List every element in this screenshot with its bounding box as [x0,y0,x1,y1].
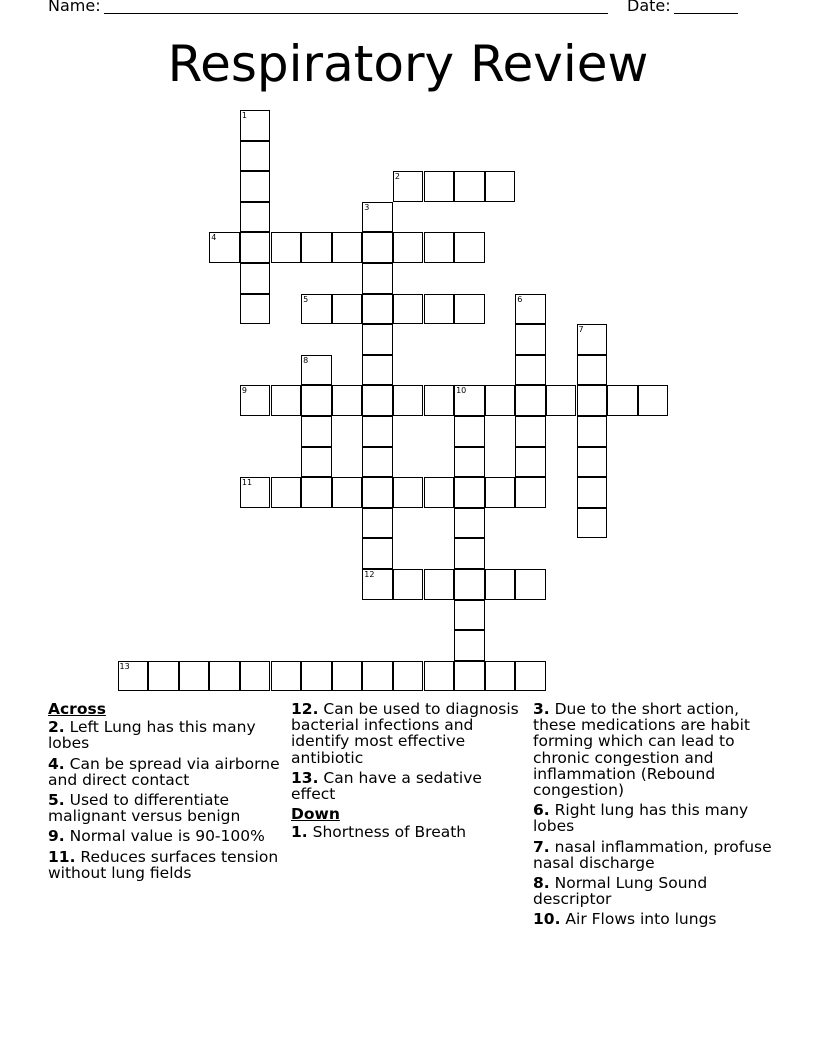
grid-cell[interactable] [301,661,332,692]
clue-text: Normal value is 90-100% [69,827,265,846]
clue-number: 2. [48,718,65,737]
grid-cell[interactable] [424,385,455,416]
grid-cell[interactable] [485,385,516,416]
grid-cell[interactable] [424,569,455,600]
grid-cell[interactable] [577,324,608,355]
grid-cell[interactable] [240,202,271,233]
clue-number-label: 8 [303,355,309,365]
clue-text: Used to differentiate malignant versus benign [48,791,241,826]
grid-cell[interactable] [638,385,669,416]
clue-down-6 [533,802,773,834]
grid-cell[interactable] [301,294,332,325]
clue-text: Left Lung has this many lobes [48,718,256,753]
clue-number: 13. [291,768,319,787]
grid-cell[interactable] [515,416,546,447]
clue-number-label: 5 [303,294,309,304]
grid-cell[interactable] [118,661,149,692]
grid-cell[interactable] [515,569,546,600]
grid-cell[interactable] [332,477,363,508]
grid-cell[interactable] [332,661,363,692]
clue-down-7 [533,839,773,871]
grid-cell[interactable] [577,447,608,478]
clue-text: Can have a sedative effect [291,768,482,804]
grid-cell[interactable] [179,661,210,692]
grid-cell[interactable] [301,477,332,508]
clue-down-10 [533,911,773,927]
grid-cell[interactable] [546,385,577,416]
grid-cell[interactable] [454,600,485,631]
grid-cell[interactable] [454,569,485,600]
clues-column-2 [291,701,529,845]
grid-cell[interactable] [362,447,393,478]
grid-cell[interactable] [424,294,455,325]
clue-text: Can be used to diagnosis bacterial infections and identify most effective antibiotic [291,700,519,767]
grid-cell[interactable] [209,232,240,263]
grid-cell[interactable] [393,232,424,263]
clue-number: 8. [533,874,550,893]
grid-cell[interactable] [424,171,455,202]
clues-column-3 [533,701,773,932]
grid-cell[interactable] [362,324,393,355]
grid-cell[interactable] [454,447,485,478]
grid-cell[interactable] [240,171,271,202]
date-label: Date: [627,0,671,15]
grid-cell[interactable] [424,477,455,508]
grid-cell[interactable] [607,385,638,416]
grid-cell[interactable] [515,294,546,325]
grid-cell[interactable] [454,477,485,508]
clue-across-13 [291,770,529,802]
clue-number: 3. [533,700,550,718]
grid-cell[interactable] [577,416,608,447]
clue-number-label: 2 [394,172,400,182]
grid-cell[interactable] [577,508,608,539]
grid-cell[interactable] [454,538,485,569]
clue-across-12 [291,701,529,766]
grid-cell[interactable] [240,385,271,416]
grid-cell[interactable] [485,569,516,600]
grid-cell[interactable] [485,661,516,692]
grid-cell[interactable] [515,477,546,508]
grid-cell[interactable] [362,538,393,569]
grid-cell[interactable] [271,232,302,263]
clue-number: 7. [533,837,550,856]
clues-column-1 [48,701,284,885]
clue-number: 12. [291,700,319,718]
grid-cell[interactable] [577,477,608,508]
grid-cell[interactable] [362,416,393,447]
clue-number: 9. [48,827,65,846]
grid-cell[interactable] [301,232,332,263]
name-label: Name: [48,0,101,15]
clue-number-label: 9 [241,386,247,396]
clue-number: 1. [291,823,308,842]
grid-cell[interactable] [424,661,455,692]
grid-cell[interactable] [454,508,485,539]
clue-number: 6. [533,801,550,820]
clue-text: Normal Lung Sound descriptor [533,874,708,909]
clue-number: 4. [48,754,65,773]
grid-cell[interactable] [362,477,393,508]
grid-cell[interactable] [515,324,546,355]
grid-cell[interactable] [362,385,393,416]
grid-cell[interactable] [332,294,363,325]
grid-cell[interactable] [362,263,393,294]
grid-cell[interactable] [148,661,179,692]
grid-cell[interactable] [240,477,271,508]
grid-cell[interactable] [240,110,271,141]
grid-cell[interactable] [240,661,271,692]
clue-number-label: 3 [364,202,370,212]
grid-cell[interactable] [240,263,271,294]
across-heading: Across [48,700,106,718]
down-heading: Down [291,805,340,824]
grid-cell[interactable] [362,202,393,233]
grid-cell[interactable] [362,294,393,325]
grid-cell[interactable] [240,141,271,172]
clue-number-label: 12 [364,570,375,579]
grid-cell[interactable] [454,171,485,202]
clue-number-label: 6 [517,294,523,304]
clue-number-label: 11 [241,478,253,488]
grid-cell[interactable] [362,569,393,600]
clue-text: Shortness of Breath [312,823,467,842]
grid-cell[interactable] [577,385,608,416]
clue-number-label: 1 [241,111,247,120]
grid-cell[interactable] [393,477,424,508]
clue-number-label: 4 [211,233,217,243]
clue-text: Right lung has this many lobes [533,801,749,836]
page-title: Respiratory Review [167,35,649,93]
grid-cell[interactable] [515,661,546,692]
grid-cell[interactable] [424,232,455,263]
clue-across-4 [48,756,284,788]
clue-across-5 [48,792,284,824]
grid-cell[interactable] [240,294,271,325]
clue-number-label: 13 [119,661,130,671]
clue-across-9 [48,828,284,844]
grid-cell[interactable] [454,294,485,325]
grid-cell[interactable] [393,385,424,416]
grid-cell[interactable] [515,355,546,386]
clue-number: 5. [48,791,65,810]
grid-cell[interactable] [301,385,332,416]
clue-text: nasal inflammation, profuse nasal discharge [533,837,772,872]
clue-across-2 [48,719,284,751]
clue-text: Due to the short action, these medications are habit forming which can lead to chronic congestion and inflammation (Rebound congestion) [533,700,751,800]
clue-text: Reduces surfaces tension without lung fields [48,847,279,882]
grid-cell[interactable] [515,447,546,478]
grid-cell[interactable] [393,661,424,692]
clue-down-1 [291,824,529,840]
clue-number-label: 10 [456,386,467,396]
grid-cell[interactable] [485,171,516,202]
grid-cell[interactable] [271,385,302,416]
clue-down-8 [533,875,773,907]
grid-cell[interactable] [209,661,240,692]
grid-cell[interactable] [271,477,302,508]
grid-cell[interactable] [454,232,485,263]
grid-cell[interactable] [393,294,424,325]
clue-across-11 [48,849,284,881]
grid-cell[interactable] [454,416,485,447]
grid-cell[interactable] [454,385,485,416]
clue-number: 10. [533,910,561,929]
grid-cell[interactable] [515,385,546,416]
grid-cell[interactable] [362,661,393,692]
grid-cell[interactable] [240,232,271,263]
grid-cell[interactable] [454,661,485,692]
grid-cell[interactable] [271,661,302,692]
grid-cell[interactable] [301,355,332,386]
clue-down-3 [533,701,773,798]
grid-cell[interactable] [301,447,332,478]
grid-cell[interactable] [362,508,393,539]
grid-cell[interactable] [454,630,485,661]
clue-number-label: 7 [578,325,584,335]
grid-cell[interactable] [362,232,393,263]
grid-cell[interactable] [362,355,393,386]
grid-cell[interactable] [301,416,332,447]
grid-cell[interactable] [332,385,363,416]
grid-cell[interactable] [393,171,424,202]
clue-text: Air Flows into lungs [565,910,717,929]
grid-cell[interactable] [332,232,363,263]
grid-cell[interactable] [485,477,516,508]
grid-cell[interactable] [577,355,608,386]
clue-number: 11. [48,847,76,866]
grid-cell[interactable] [393,569,424,600]
clue-text: Can be spread via airborne and direct contact [48,754,280,789]
